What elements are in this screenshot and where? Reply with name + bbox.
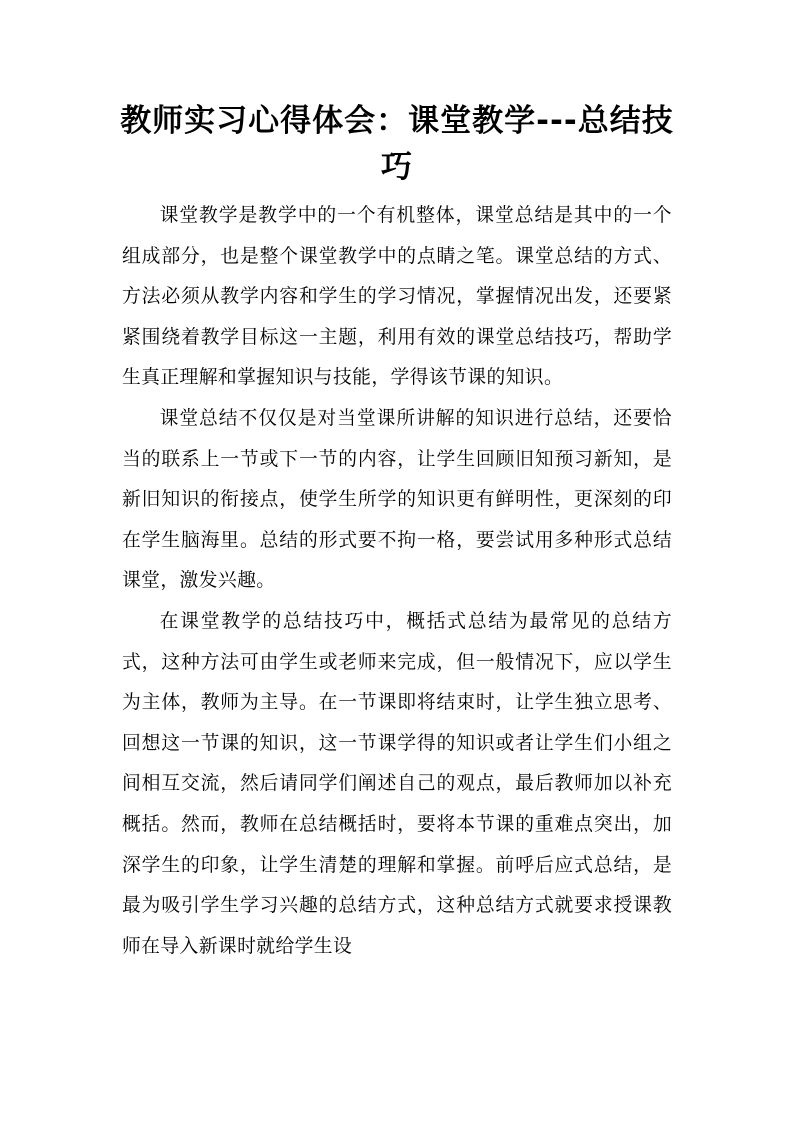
paragraph-1: 课堂教学是教学中的一个有机整体，课堂总结是其中的一个组成部分，也是整个课堂教学中的点睛之笔。课堂总结的方式、方法必须从教学内容和学生的学习情况，掌握情况出发，还要紧紧围绕着教学目标这一主题，利用有效的课堂总结技巧，帮助学生真正理解和掌握知识与技能，学得该节课的知识。 [122, 205, 672, 389]
document-body [122, 196, 672, 967]
paragraph-3: 在课堂教学的总结技巧中，概括式总结为最常见的总结方式，这种方法可由学生或老师来完成，但一般情况下，应以学生为主体，教师为主导。在一节课即将结束时，让学生独立思考、回想这一节课的知识，这一节课学得的知识或者让学生们小组之间相互交流，然后请同学们阐述自己的观点，最后教师加以补充概括。然而，教师在总结概括时，要将本节课的重难点突出，加深学生的印象，让学生清楚的理解和掌握。前呼后应式总结，是最为吸引学生学习兴趣的总结方式，这种总结方式就要求授课教师在导入新课时就给学生设 [122, 610, 672, 957]
paragraph-2: 课堂总结不仅仅是对当堂课所讲解的知识进行总结，还要恰当的联系上一节或下一节的内容，让学生回顾旧知预习新知，是新旧知识的衔接点，使学生所学的知识更有鲜明性，更深刻的印在学生脑海里。总结的形式要不拘一格，要尝试用多种形式总结课堂，激发兴趣。 [122, 407, 672, 592]
document-title: 教师实习心得体会：课堂教学---总结技巧 [120, 103, 674, 185]
